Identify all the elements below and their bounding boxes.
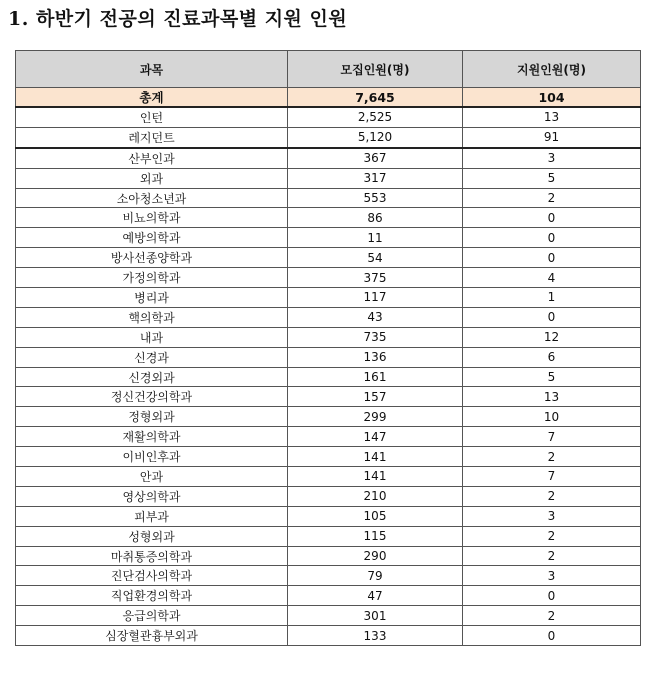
- cell-recruit: 161: [288, 367, 463, 387]
- table-row: [16, 268, 641, 288]
- cell-applied: 0: [463, 228, 641, 248]
- cell-applied: 91: [463, 127, 641, 147]
- cell-recruit: 317: [288, 168, 463, 188]
- table-row: [16, 566, 641, 586]
- cell-applied: 2: [463, 606, 641, 626]
- cell-subject: 영상의학과: [16, 486, 288, 506]
- recruitment-table: [15, 50, 641, 646]
- cell-recruit: 2,525: [288, 107, 463, 127]
- table-row: [16, 168, 641, 188]
- table-row: [16, 427, 641, 447]
- cell-applied: 13: [463, 387, 641, 407]
- table-row: [16, 626, 641, 646]
- cell-subject: 진단검사의학과: [16, 566, 288, 586]
- cell-applied: 7: [463, 427, 641, 447]
- table-row: [16, 327, 641, 347]
- cell-recruit: 157: [288, 387, 463, 407]
- cell-recruit: 290: [288, 546, 463, 566]
- table-row: [16, 127, 641, 147]
- cell-subject: 직업환경의학과: [16, 586, 288, 606]
- cell-subject: 성형외과: [16, 526, 288, 546]
- table-row: [16, 367, 641, 387]
- table-row: [16, 248, 641, 268]
- cell-subject: 외과: [16, 168, 288, 188]
- cell-applied: 3: [463, 566, 641, 586]
- total-recruit: 7,645: [288, 88, 463, 108]
- cell-subject: 신경과: [16, 347, 288, 367]
- cell-applied: 0: [463, 248, 641, 268]
- table-row: [16, 347, 641, 367]
- cell-applied: 7: [463, 467, 641, 487]
- cell-subject: 산부인과: [16, 148, 288, 168]
- cell-subject: 심장혈관흉부외과: [16, 626, 288, 646]
- cell-applied: 3: [463, 506, 641, 526]
- cell-subject: 소아청소년과: [16, 188, 288, 208]
- cell-recruit: 86: [288, 208, 463, 228]
- cell-subject: 방사선종양학과: [16, 248, 288, 268]
- cell-recruit: 5,120: [288, 127, 463, 147]
- cell-applied: 13: [463, 107, 641, 127]
- cell-recruit: 54: [288, 248, 463, 268]
- cell-recruit: 43: [288, 307, 463, 327]
- header-recruit: 모집인원(명): [288, 51, 463, 88]
- table-row: [16, 467, 641, 487]
- table-row: [16, 486, 641, 506]
- cell-recruit: 141: [288, 447, 463, 467]
- cell-recruit: 735: [288, 327, 463, 347]
- cell-subject: 이비인후과: [16, 447, 288, 467]
- header-applied: 지원인원(명): [463, 51, 641, 88]
- cell-recruit: 367: [288, 148, 463, 168]
- header-subject: 과목: [16, 51, 288, 88]
- cell-subject: 인턴: [16, 107, 288, 127]
- cell-applied: 2: [463, 486, 641, 506]
- cell-applied: 4: [463, 268, 641, 288]
- cell-applied: 1: [463, 288, 641, 308]
- cell-subject: 비뇨의학과: [16, 208, 288, 228]
- cell-applied: 5: [463, 168, 641, 188]
- table-row: [16, 526, 641, 546]
- cell-recruit: 141: [288, 467, 463, 487]
- cell-subject: 피부과: [16, 506, 288, 526]
- cell-subject: 내과: [16, 327, 288, 347]
- cell-applied: 0: [463, 208, 641, 228]
- table-row: [16, 208, 641, 228]
- total-row: [16, 88, 641, 108]
- cell-recruit: 301: [288, 606, 463, 626]
- table-header-row: [16, 51, 641, 88]
- cell-recruit: 375: [288, 268, 463, 288]
- cell-recruit: 47: [288, 586, 463, 606]
- cell-subject: 레지던트: [16, 127, 288, 147]
- cell-recruit: 133: [288, 626, 463, 646]
- table-row: [16, 228, 641, 248]
- cell-subject: 예방의학과: [16, 228, 288, 248]
- total-applied: 104: [463, 88, 641, 108]
- cell-applied: 3: [463, 148, 641, 168]
- cell-subject: 마취통증의학과: [16, 546, 288, 566]
- total-label: 총계: [16, 88, 288, 108]
- table-row: [16, 447, 641, 467]
- table-row: [16, 307, 641, 327]
- cell-applied: 0: [463, 307, 641, 327]
- cell-recruit: 553: [288, 188, 463, 208]
- cell-recruit: 115: [288, 526, 463, 546]
- table-row: [16, 107, 641, 127]
- cell-recruit: 299: [288, 407, 463, 427]
- cell-applied: 2: [463, 188, 641, 208]
- cell-applied: 6: [463, 347, 641, 367]
- table-row: [16, 288, 641, 308]
- table-row: [16, 407, 641, 427]
- cell-applied: 2: [463, 526, 641, 546]
- table-row: [16, 606, 641, 626]
- table-row: [16, 546, 641, 566]
- cell-applied: 0: [463, 626, 641, 646]
- cell-applied: 12: [463, 327, 641, 347]
- cell-subject: 정신건강의학과: [16, 387, 288, 407]
- cell-subject: 신경외과: [16, 367, 288, 387]
- cell-applied: 2: [463, 546, 641, 566]
- cell-applied: 10: [463, 407, 641, 427]
- table-row: [16, 148, 641, 168]
- cell-recruit: 136: [288, 347, 463, 367]
- cell-applied: 0: [463, 586, 641, 606]
- cell-recruit: 79: [288, 566, 463, 586]
- cell-recruit: 147: [288, 427, 463, 447]
- cell-subject: 재활의학과: [16, 427, 288, 447]
- cell-subject: 핵의학과: [16, 307, 288, 327]
- cell-applied: 5: [463, 367, 641, 387]
- cell-applied: 2: [463, 447, 641, 467]
- page-title: 1. 하반기 전공의 진료과목별 지원 인원: [8, 8, 348, 30]
- cell-recruit: 117: [288, 288, 463, 308]
- table-row: [16, 586, 641, 606]
- cell-recruit: 210: [288, 486, 463, 506]
- cell-subject: 병리과: [16, 288, 288, 308]
- cell-subject: 응급의학과: [16, 606, 288, 626]
- cell-subject: 안과: [16, 467, 288, 487]
- table-row: [16, 188, 641, 208]
- table-row: [16, 506, 641, 526]
- cell-recruit: 11: [288, 228, 463, 248]
- cell-subject: 가정의학과: [16, 268, 288, 288]
- cell-recruit: 105: [288, 506, 463, 526]
- cell-subject: 정형외과: [16, 407, 288, 427]
- table-row: [16, 387, 641, 407]
